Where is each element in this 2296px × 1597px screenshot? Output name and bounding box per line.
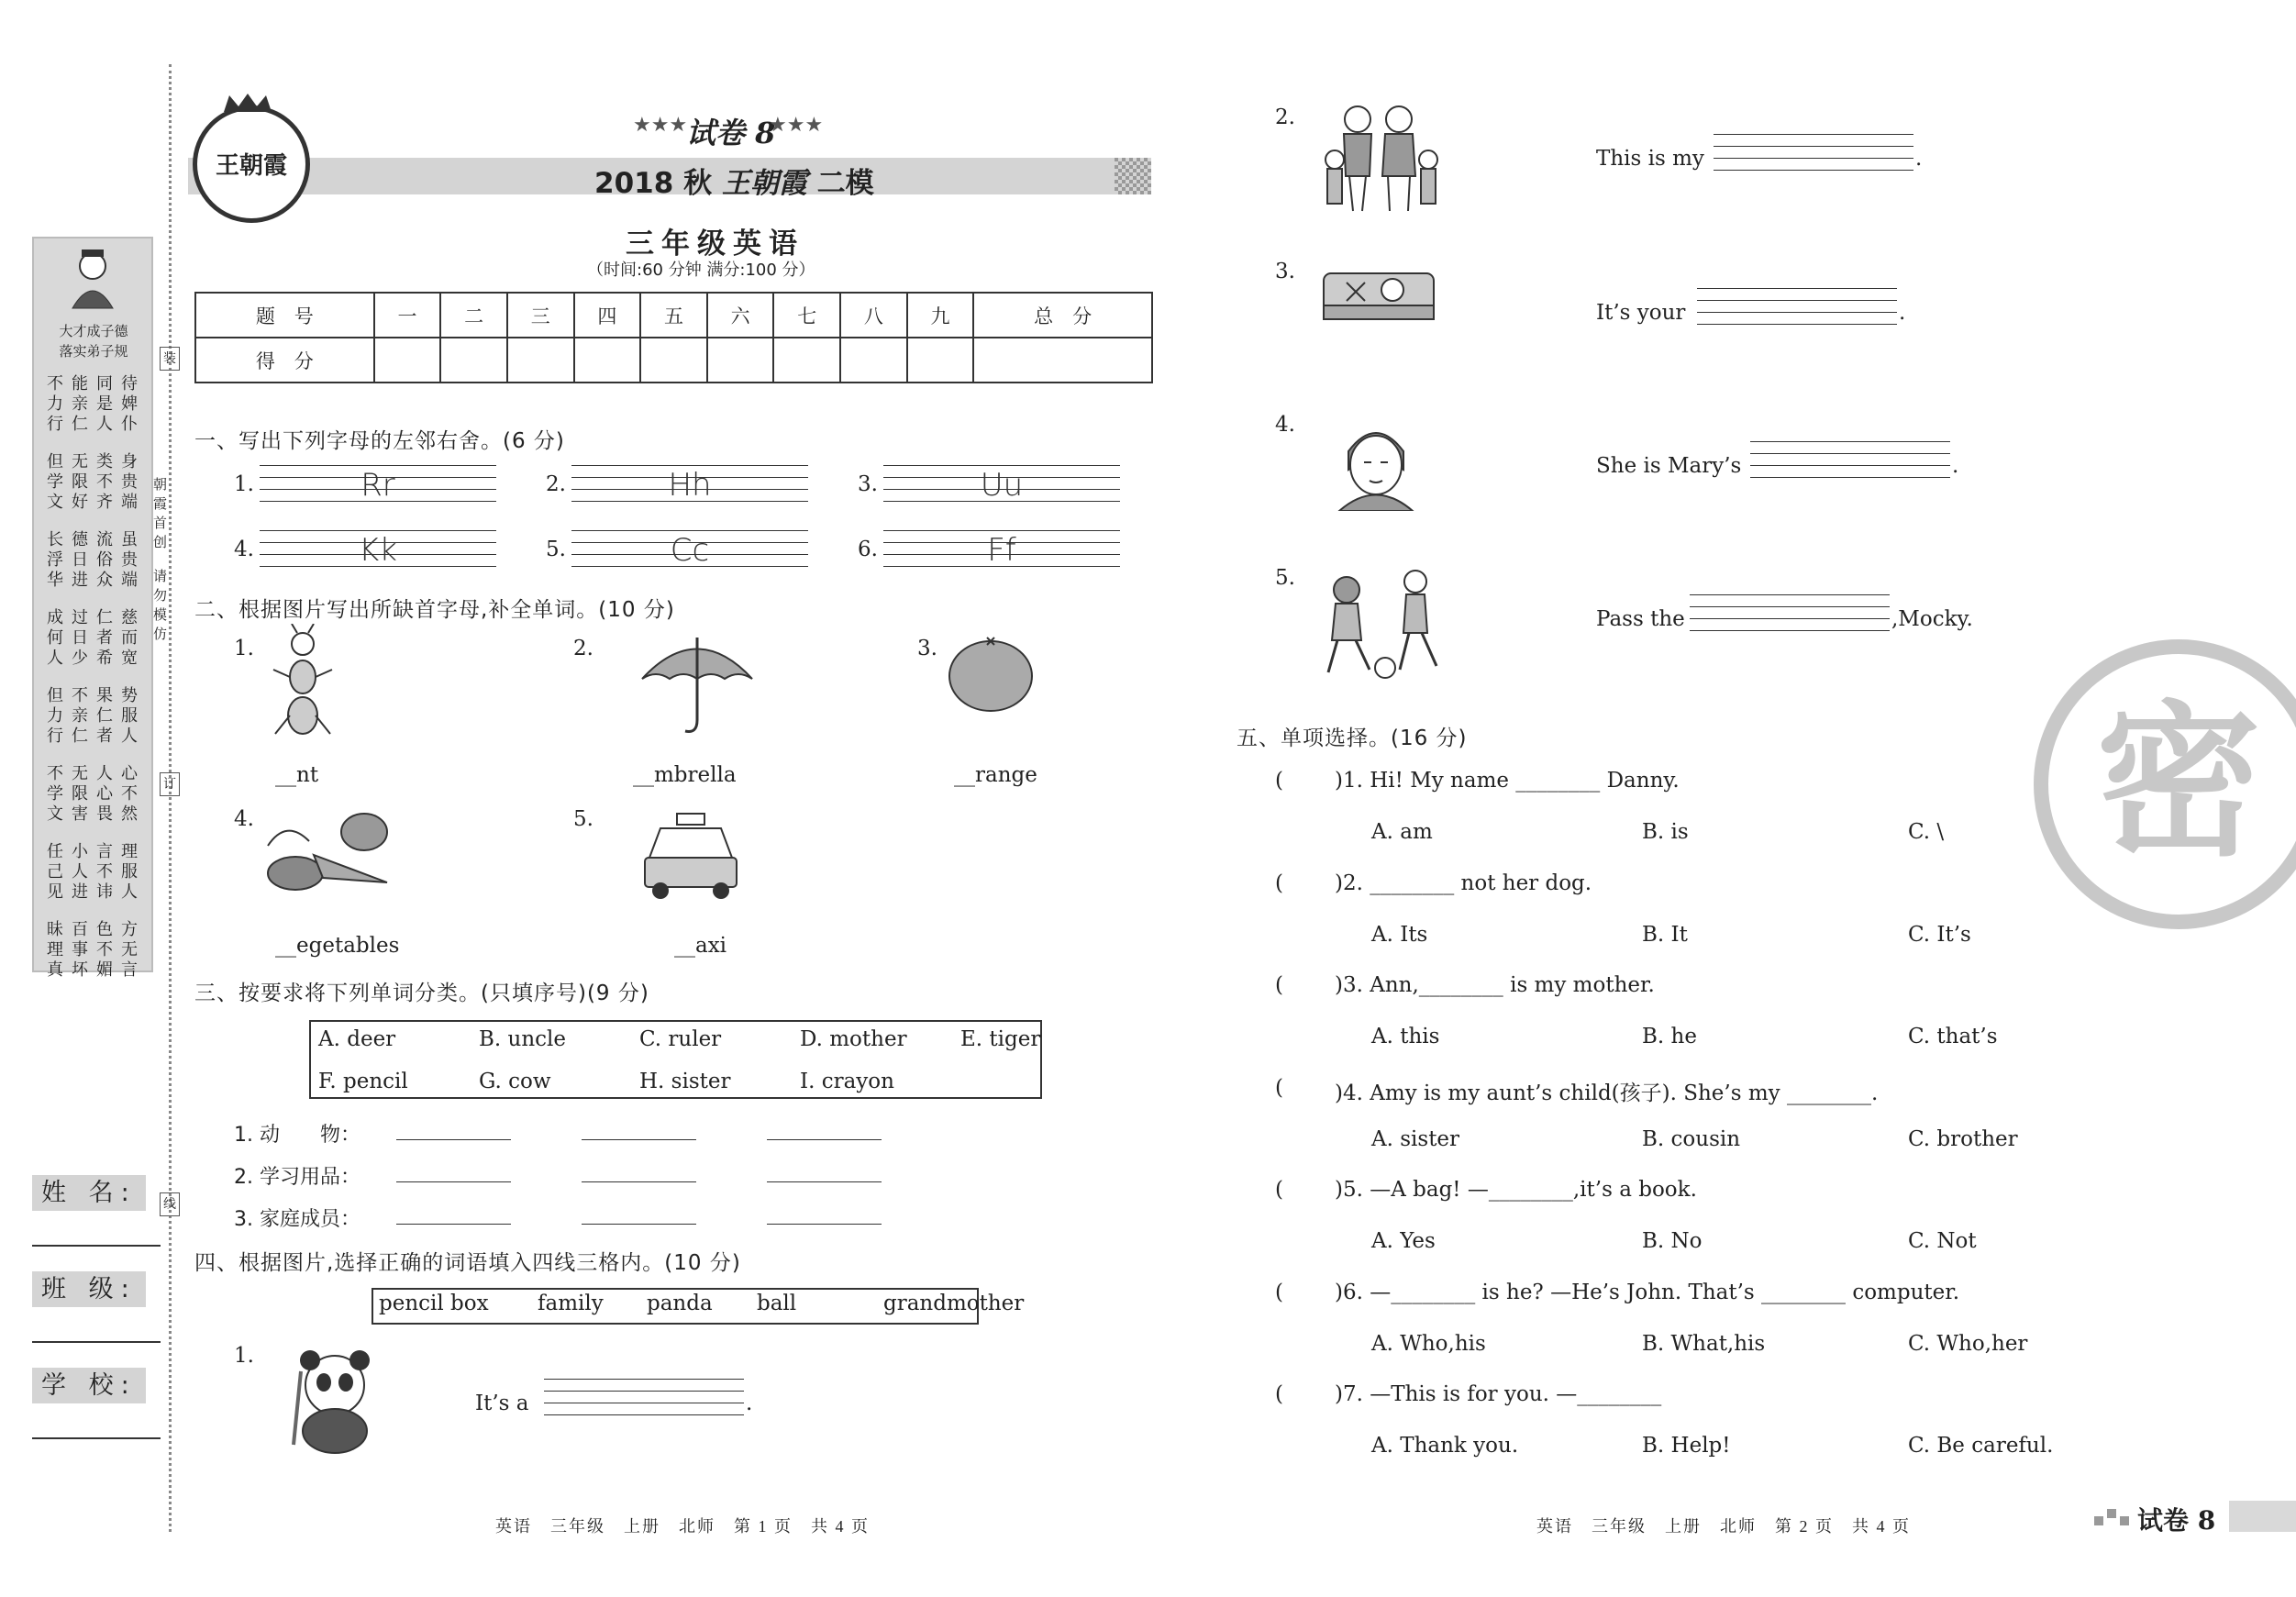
mc-option[interactable]: B. he: [1642, 1025, 1697, 1048]
section1-title: 一、写出下列字母的左邻右舍。(6 分): [194, 429, 565, 453]
score-header-cell: 七: [773, 293, 840, 338]
sentence-end: ,Mocky.: [1891, 607, 1973, 631]
picture-item-number: 1.: [234, 1344, 254, 1368]
mc-option[interactable]: C. Who,her: [1908, 1331, 2028, 1356]
answer-paren[interactable]: (: [1275, 1178, 1283, 1202]
sentence-end: .: [1899, 301, 1906, 325]
option-word: pencil box: [379, 1292, 489, 1315]
word-option: B. uncle: [479, 1027, 566, 1051]
letter-item-number: 4.: [234, 538, 254, 561]
sentence-start: It’s a: [475, 1392, 529, 1415]
answer-paren[interactable]: (: [1275, 1075, 1283, 1100]
mc-option[interactable]: A. Thank you.: [1371, 1434, 1519, 1458]
letter-item-number: 6.: [858, 538, 878, 561]
school-line[interactable]: [32, 1437, 161, 1439]
scholar-icon: [65, 246, 120, 310]
score-table: [194, 292, 1153, 383]
seal-char-2: 订: [160, 772, 180, 796]
ant-icon: [266, 624, 339, 743]
category-answer-blank[interactable]: [582, 1139, 696, 1140]
answer-writing-grid[interactable]: [1714, 134, 1913, 182]
score-input-cell[interactable]: [773, 338, 840, 383]
word-item-number: 1.: [234, 637, 254, 660]
seal-char-1: 装: [160, 347, 180, 371]
sentence-start: It’s your: [1596, 301, 1686, 325]
motto-title: 大才成子德 落实弟子规: [59, 323, 128, 360]
answer-paren[interactable]: (: [1275, 1382, 1283, 1406]
score-input-cell[interactable]: [640, 338, 707, 383]
score-input-cell[interactable]: [440, 338, 507, 383]
motto-group: [47, 374, 146, 448]
panda-icon: [284, 1344, 385, 1454]
answer-writing-grid[interactable]: [1750, 441, 1950, 489]
category-answer-blank[interactable]: [396, 1181, 511, 1182]
given-letters: Cc: [670, 532, 710, 569]
word-item-number: 3.: [917, 637, 937, 660]
mc-option[interactable]: C. It’s: [1908, 922, 1971, 947]
motto-line: 长德流虽: [47, 530, 146, 549]
student-class-field[interactable]: [32, 1269, 161, 1343]
motto-line: 理事不无: [47, 940, 146, 959]
exam-title-suffix: 二模: [816, 167, 874, 200]
motto-groups: [47, 374, 146, 998]
mc-question: )4. Amy is my aunt’s child(孩子). She’s my ________.: [1335, 1081, 1879, 1105]
word-option: C. ruler: [639, 1027, 722, 1051]
motto-group: [47, 764, 146, 837]
letter-item-number: 3.: [858, 472, 878, 496]
ball-kids-icon: [1319, 567, 1447, 682]
family-icon: [1316, 103, 1445, 213]
checker-pattern: [1115, 158, 1151, 194]
motto-line: 不无人心: [47, 764, 146, 783]
option-word: family: [538, 1292, 604, 1315]
letter-writing-grid[interactable]: [260, 530, 496, 578]
mc-option[interactable]: C. Not: [1908, 1229, 1977, 1253]
mc-option[interactable]: A. am: [1371, 820, 1433, 844]
score-input-cell[interactable]: [574, 338, 641, 383]
sentence-start: This is my: [1596, 147, 1704, 171]
motto-line: 真坏媚言: [47, 960, 146, 980]
mc-option[interactable]: C. brother: [1908, 1126, 2018, 1151]
section2-title: 二、根据图片写出所缺首字母,补全单词。(10 分): [194, 598, 675, 622]
word-option: D. mother: [800, 1027, 907, 1051]
motto-group: [47, 686, 146, 760]
motto-panel: [32, 237, 153, 980]
motto-group: [47, 842, 146, 915]
footer-right: 英语 三年级 上册 北师 第 2 页 共 4 页: [1536, 1517, 1911, 1536]
motto-group: [47, 920, 146, 993]
mc-option[interactable]: A. Yes: [1371, 1229, 1436, 1253]
word-item-number: 4.: [234, 807, 254, 831]
mc-question: )7. —This is for you. —________: [1335, 1382, 1662, 1406]
mc-option[interactable]: C. \: [1908, 820, 1945, 844]
mc-option[interactable]: B. It: [1642, 922, 1688, 947]
motto-line: 但不果势: [47, 686, 146, 705]
motto-line: 人少希宽: [47, 649, 146, 668]
motto-line: 浮日俗贵: [47, 550, 146, 570]
score-input-cell[interactable]: [840, 338, 907, 383]
motto-line: 学限不贵: [47, 472, 146, 492]
word-item-number: 5.: [573, 807, 593, 831]
given-letters: Kk: [359, 532, 397, 569]
taxi-icon: [640, 812, 741, 904]
category-answer-blank[interactable]: [396, 1139, 511, 1140]
category-label: 2. 学习用品：: [234, 1166, 360, 1189]
score-label-cell: 得 分: [195, 338, 374, 383]
given-letters: Uu: [980, 467, 1024, 504]
student-name-field[interactable]: [32, 1172, 161, 1247]
letter-writing-grid[interactable]: [571, 465, 808, 513]
missing-letter-word[interactable]: __axi: [674, 934, 727, 958]
missing-letter-word[interactable]: __range: [954, 763, 1037, 787]
score-header-cell: 三: [507, 293, 574, 338]
picture-item-number: 3.: [1275, 260, 1295, 283]
given-letters: Hh: [668, 467, 712, 504]
stars-right: ★★★: [769, 114, 824, 137]
sentence-end: .: [1915, 147, 1923, 171]
score-header-cell: 六: [707, 293, 774, 338]
mc-option[interactable]: A. sister: [1371, 1126, 1460, 1151]
mc-option[interactable]: C. that’s: [1908, 1025, 1998, 1048]
missing-letter-word[interactable]: __mbrella: [633, 763, 737, 787]
word-option: F. pencil: [318, 1070, 408, 1093]
section5-title: 五、单项选择。(16 分): [1237, 726, 1468, 750]
subject-title: 三年级英语: [626, 227, 804, 261]
mc-question: )1. Hi! My name ________ Danny.: [1335, 769, 1680, 793]
category-answer-blank[interactable]: [582, 1224, 696, 1225]
option-word: panda: [647, 1292, 713, 1315]
grandmother-icon: [1325, 415, 1426, 511]
footer-left: 英语 三年级 上册 北师 第 1 页 共 4 页: [495, 1517, 870, 1536]
motto-line: 昧百色方: [47, 920, 146, 939]
motto-line: 任小言理: [47, 842, 146, 861]
answer-writing-grid[interactable]: [1690, 594, 1890, 642]
seal-char-3: 线: [160, 1192, 180, 1216]
corner-paper-tag: 试卷 8: [2137, 1505, 2216, 1536]
mc-option[interactable]: A. Who,his: [1371, 1331, 1486, 1356]
letter-writing-grid[interactable]: [571, 530, 808, 578]
word-option: I. crayon: [800, 1070, 894, 1093]
mc-option[interactable]: A. Its: [1371, 922, 1428, 947]
word-option: G. cow: [479, 1070, 551, 1093]
category-label: 3. 家庭成员：: [234, 1208, 360, 1231]
motto-line: 何日者而: [47, 628, 146, 648]
option-word: grandmother: [883, 1292, 1025, 1315]
motto-line: 力亲是婢: [47, 394, 146, 414]
mc-option[interactable]: B. What,his: [1642, 1331, 1766, 1356]
picture-item-number: 2.: [1275, 105, 1295, 129]
mc-option[interactable]: C. Be careful.: [1908, 1434, 2054, 1458]
brand-logo-text: 王朝霞: [215, 152, 287, 180]
brand-logo: [193, 105, 310, 223]
answer-writing-grid[interactable]: [544, 1379, 744, 1426]
name-line[interactable]: [32, 1245, 161, 1247]
sentence-start: She is Mary’s: [1596, 454, 1742, 478]
mc-question: )2. ________ not her dog.: [1335, 871, 1592, 895]
picture-item-number: 4.: [1275, 413, 1295, 437]
section4-word-box: [372, 1288, 1025, 1325]
category-answer-blank[interactable]: [767, 1139, 882, 1140]
exam-title-brand: 王朝霞: [721, 167, 807, 200]
category-answer-blank[interactable]: [767, 1181, 882, 1182]
category-answer-blank[interactable]: [582, 1181, 696, 1182]
category-label: 1. 动 物：: [234, 1124, 360, 1147]
score-input-cell[interactable]: [973, 338, 1152, 383]
corner-dots: [2094, 1505, 2131, 1527]
motto-line: 但无类身: [47, 452, 146, 471]
confidential-watermark: [2023, 633, 2296, 936]
score-header-cell: 八: [840, 293, 907, 338]
student-school-field[interactable]: [32, 1365, 161, 1439]
letter-item-number: 2.: [546, 472, 566, 496]
word-item-number: 2.: [573, 637, 593, 660]
option-word: ball: [757, 1292, 797, 1315]
orange-icon: [945, 628, 1037, 715]
category-answer-blank[interactable]: [767, 1224, 882, 1225]
motto-line: 文好齐端: [47, 493, 146, 512]
score-header-cell: 五: [640, 293, 707, 338]
mc-question: )3. Ann,________ is my mother.: [1335, 973, 1655, 997]
score-input-cell[interactable]: [507, 338, 574, 383]
class-label: 班 级:: [32, 1271, 146, 1307]
motto-group: [47, 608, 146, 682]
motto-line: 学限心不: [47, 784, 146, 804]
motto-line: 行仁者人: [47, 726, 146, 746]
mc-question: )6. —________ is he? —He’s John. That’s ________ computer.: [1335, 1280, 1960, 1304]
mc-option[interactable]: B. Help!: [1642, 1434, 1731, 1458]
motto-group: [47, 452, 146, 526]
letter-item-number: 5.: [546, 538, 566, 561]
given-letters: Ff: [987, 532, 1016, 569]
watermark-char: 密: [2095, 687, 2262, 879]
mc-option[interactable]: B. No: [1642, 1229, 1703, 1253]
umbrella-icon: [638, 628, 757, 738]
letter-writing-grid[interactable]: [883, 465, 1120, 513]
score-header-cell: 四: [574, 293, 641, 338]
class-line[interactable]: [32, 1341, 161, 1343]
word-option: E. tiger: [960, 1027, 1041, 1051]
score-header-cell: 一: [374, 293, 441, 338]
motto-line: 不能同待: [47, 374, 146, 394]
exam-title: [594, 160, 874, 201]
missing-letter-word[interactable]: __egetables: [275, 934, 400, 958]
score-input-cell[interactable]: [374, 338, 441, 383]
given-letters: Rr: [360, 467, 395, 504]
score-header-cell: 二: [440, 293, 507, 338]
stars-left: ★★★: [633, 114, 688, 137]
section3-title: 三、按要求将下列单词分类。(只填序号)(9 分): [194, 981, 649, 1005]
motto-line: 力亲仁服: [47, 706, 146, 726]
motto-group: [47, 530, 146, 604]
answer-paren[interactable]: (: [1275, 769, 1283, 793]
answer-paren[interactable]: (: [1275, 871, 1283, 895]
word-option: A. deer: [318, 1027, 396, 1051]
motto-line: 文害畏然: [47, 804, 146, 824]
score-input-cell[interactable]: [907, 338, 974, 383]
section4-title: 四、根据图片,选择正确的词语填入四线三格内。(10 分): [194, 1251, 741, 1275]
missing-letter-word[interactable]: __nt: [275, 763, 319, 787]
motto-line: 华进众端: [47, 571, 146, 590]
paper-number: 试卷 8: [686, 116, 776, 150]
mc-question: )5. —A bag! —________,it’s a book.: [1335, 1178, 1697, 1202]
exam-title-year: 2018 秋: [594, 167, 713, 200]
note-original: 朝霞首创: [151, 477, 168, 554]
corner-bar: [2229, 1501, 2296, 1532]
motto-line: 见进讳人: [47, 882, 146, 902]
score-header-cell: 总 分: [973, 293, 1152, 338]
name-label: 姓 名:: [32, 1175, 146, 1211]
crown-icon: [220, 92, 275, 114]
letter-writing-grid[interactable]: [883, 530, 1120, 578]
word-option: H. sister: [639, 1070, 731, 1093]
sentence-end: .: [1952, 454, 1959, 478]
motto-line: 行仁人仆: [47, 415, 146, 434]
section3-word-box: [309, 1020, 1042, 1099]
answer-writing-grid[interactable]: [1697, 288, 1897, 336]
sentence-end: .: [746, 1392, 753, 1415]
letter-writing-grid[interactable]: [260, 465, 496, 513]
answer-paren[interactable]: (: [1275, 1280, 1283, 1304]
mc-option[interactable]: A. this: [1371, 1025, 1440, 1048]
score-header-cell: 题 号: [195, 293, 374, 338]
score-input-cell[interactable]: [707, 338, 774, 383]
note-no-copy: 请勿模仿: [151, 569, 168, 646]
time-info: （时间:60 分钟 满分:100 分）: [587, 261, 815, 280]
score-header-cell: 九: [907, 293, 974, 338]
vegetables-icon: [259, 809, 396, 901]
mc-option[interactable]: B. cousin: [1642, 1126, 1741, 1151]
pencil-box-icon: [1319, 264, 1438, 328]
answer-paren[interactable]: (: [1275, 973, 1283, 997]
school-label: 学 校:: [32, 1368, 146, 1403]
letter-item-number: 1.: [234, 472, 254, 496]
binding-dotted-line: [169, 64, 172, 1532]
category-answer-blank[interactable]: [396, 1224, 511, 1225]
score-header-row: [195, 293, 1152, 338]
picture-item-number: 5.: [1275, 566, 1295, 590]
motto-line: 己人不服: [47, 862, 146, 882]
mc-option[interactable]: B. is: [1642, 820, 1689, 844]
motto-line: 成过仁慈: [47, 608, 146, 627]
score-value-row: [195, 338, 1152, 383]
sentence-start: Pass the: [1596, 607, 1685, 631]
